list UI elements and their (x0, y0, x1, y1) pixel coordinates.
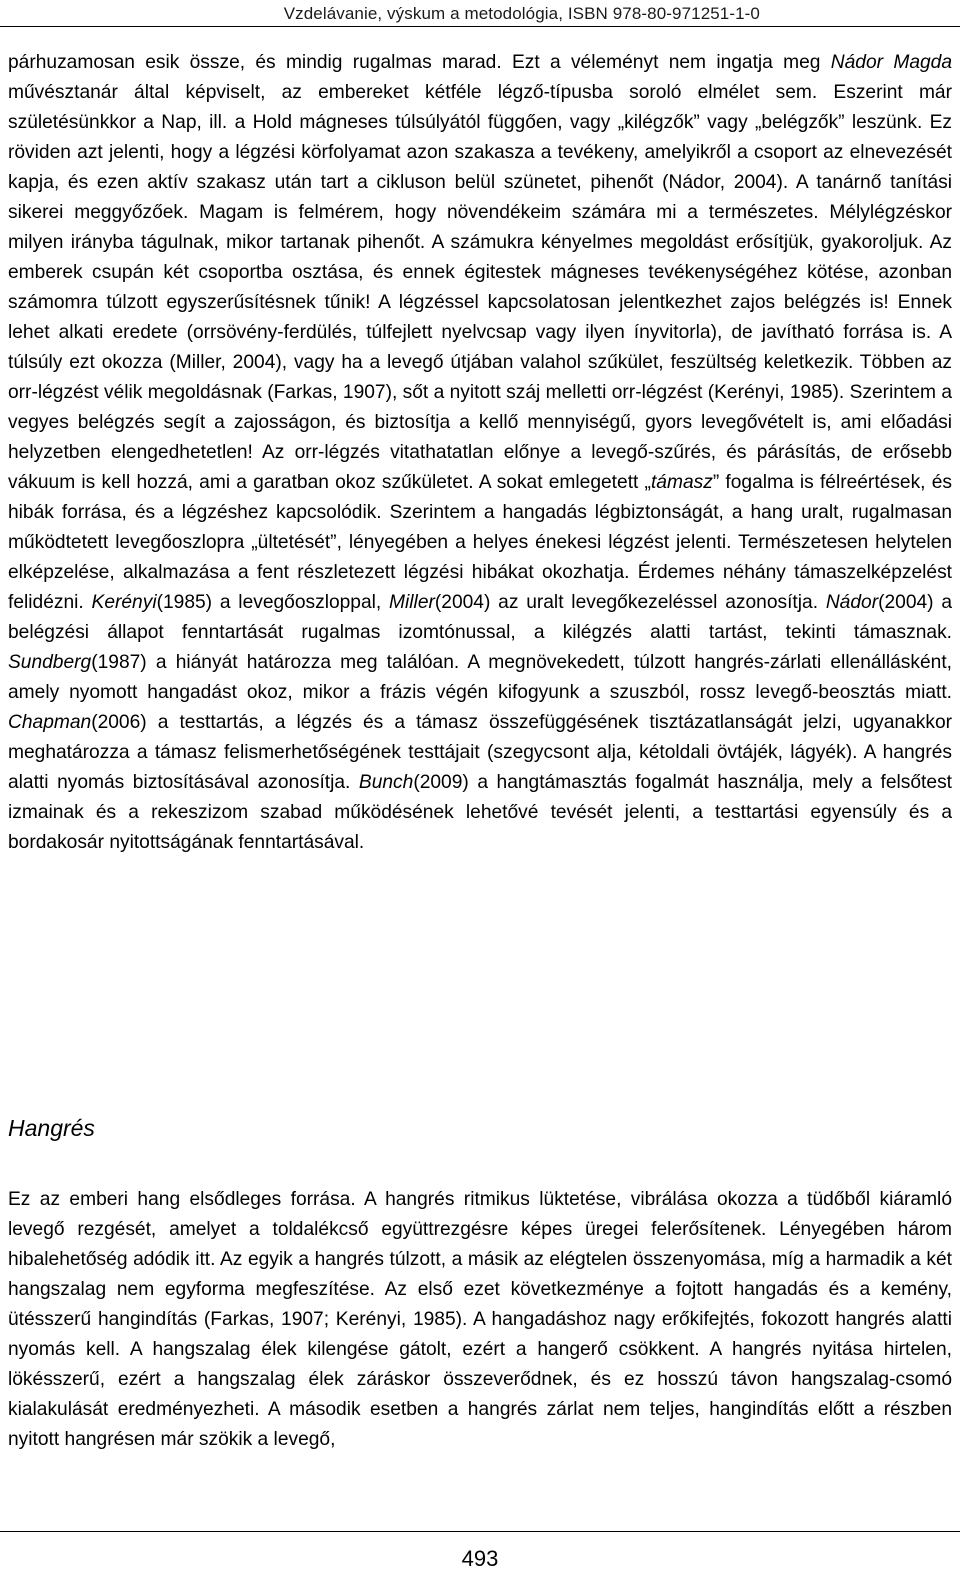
italic-name-run: Sundberg (8, 652, 92, 673)
page-number: 493 (461, 1546, 499, 1571)
italic-name-run: Kerényi (91, 592, 157, 613)
header-rule (0, 26, 960, 27)
italic-name-run: Chapman (8, 712, 92, 733)
text-run: (1987) a hiányát határozza meg találóan. A megnövekedett, túlzott hangrés-zárlati ellenállásként, amely nyomott hangadást okoz, mikor a frázis végén kifogyunk a szuszból, rossz levegő-beosztás miatt. (8, 652, 952, 703)
text-run: (2009) a hangtámasztás fogalmát használja, mely a felsőtest izmainak és a rekeszizom szabad működésének lehetővé tevését jelenti, a testtartási egyensúly és a bordakosár nyitottságának fenntartásával. (8, 772, 952, 853)
italic-name-run: Nádor Magda (830, 52, 953, 73)
text-run: művésztanár által képviselt, az embereket kétféle légző-típusba soroló elmélet sem. Eszerint már születésünkkor a Nap, ill. a Hold mágneses túlsúlyától függően, vagy „kilégzők” vagy „belégzők” leszünk. Ez röviden azt jelenti, hogy a légzési körfolyamat azon szakasza a tevékeny, amelyikről a csoport az elnevezését kapja, és ezen aktív szakasz után tart a cikluson belül szünetet, pihenőt (Nádor, 2004). A tanárnő tanítási sikerei meggyőzőek. Magam is felmérem, hogy növendékeim számára mi a természetes. Mélylégzéskor milyen irányba tágulnak, mikor tartanak pihenőt. A számukra kényelmes megoldást erősítjük, gyakoroljuk. Az emberek csupán két csoportba osztása, és ennek égitestek mágneses tevékenységéhez kötése, azonban számomra túlzott egyszerűsítésnek tűnik! A légzéssel kapcsolatosan jelentkezhet zajos belégzés is! Ennek lehet alkati eredete (orrsövény-ferdülés, túlfejlett nyelvcsap vagy ilyen ínyvitorla), de javítható forrása is. A túlsúly ezt okozza (Miller, 2004), vagy ha a levegő útjában valahol szűkület, feszültség keletkezik. Többen az orr-légzést vélik megoldásnak (Farkas, 1907), sőt a nyitott száj melletti orr-légzést (Kerényi, 1985). Szerintem a vegyes belégzés segít a zajosságon, és biztosítja a kellő mennyiségű, gyors levegővételt is, ami előadási helyzetben elengedhetetlen! Az orr-légzés vitathatatlan előnye a levegő-szűrés, és párásítás, de erősebb vákuum is kell hozzá, ami a garatban okoz szűkületet. A sokat emlegetett „ (8, 82, 952, 493)
text-run: (2006) a testtartás, a légzés és a támasz összefüggésének tisztázatlanságát jelzi, ugyanakkor meghatározza a támasz felismerhetőségének testtájait (szegycsont alja, kétoldali övtájék, lágyék). A hangrés alatti nyomás biztosításával azonosítja. (8, 712, 952, 793)
text-run: (2004) a belégzési állapot fenntartását rugalmas izomtónussal, a kilégzés alatti tartást, tekinti támasznak. (8, 592, 953, 643)
running-title: Vzdelávanie, výskum a metodológia, ISBN 978-80-971251-1-0 (283, 4, 760, 23)
italic-name-run: Miller (389, 592, 435, 613)
section-heading: Hangrés (8, 1115, 95, 1141)
italic-name-run: támasz (650, 472, 713, 493)
italic-name-run: Bunch (358, 772, 414, 793)
footer-rule (0, 1531, 960, 1532)
text-run: (2004) az uralt levegőkezeléssel azonosítja. (434, 592, 826, 613)
text-run: párhuzamosan esik össze, és mindig rugalmas marad. Ezt a véleményt nem ingatja meg (8, 52, 831, 73)
body-paragraph-1 (8, 48, 952, 858)
text-run: ” fogalma is félreértések, és hibák forrása, és a légzéshez kapcsolódik. Szerintem a hangadás légbiztonságát, a hang uralt, rugalmasan működtetett levegőoszlopra „ültetését”, lényegében a helyes énekesi légzést jelenti. Természetesen helytelen elképzelése, alkalmazása a fent részletezett légzési hibákat okozhatja. Érdemes néhány támaszelképzelést felidézni. (8, 472, 952, 613)
text-run: (1985) a levegőoszloppal, (156, 592, 390, 613)
body-paragraph-2: Ez az emberi hang elsődleges forrása. A hangrés ritmikus lüktetése, vibrálása okozza a tüdőből kiáramló levegő rezgését, amelyet a toldalékcső együttrezgésre képes üregei felerősítenek. Lényegében három hibalehetőség adódik itt. Az egyik a hangrés túlzott, a másik az elégtelen összenyomása, míg a harmadik a két hangszalag nem egyforma megfeszítése. Az első ezet következménye a fojtott hangadás és a kemény, ütésszerű hangindítás (Farkas, 1907; Kerényi, 1985). A hangadáshoz nagy erőkifejtés, fokozott hangrés alatti nyomás kell. A hangszalag élek kilengése gátolt, ezért a hangerő csökkent. A hangrés nyitása hirtelen, lökésszerű, ezért a hangszalag élek záráskor összeverődnek, és ez hosszú távon hangszalag-csomó kialakulását eredményezheti. A második esetben a hangrés zárlat nem teljes, hangindítás előtt a részben nyitott hangrésen már szökik a levegő, (8, 1189, 952, 1450)
running-header (0, 0, 960, 30)
italic-name-run: Nádor (825, 592, 879, 613)
